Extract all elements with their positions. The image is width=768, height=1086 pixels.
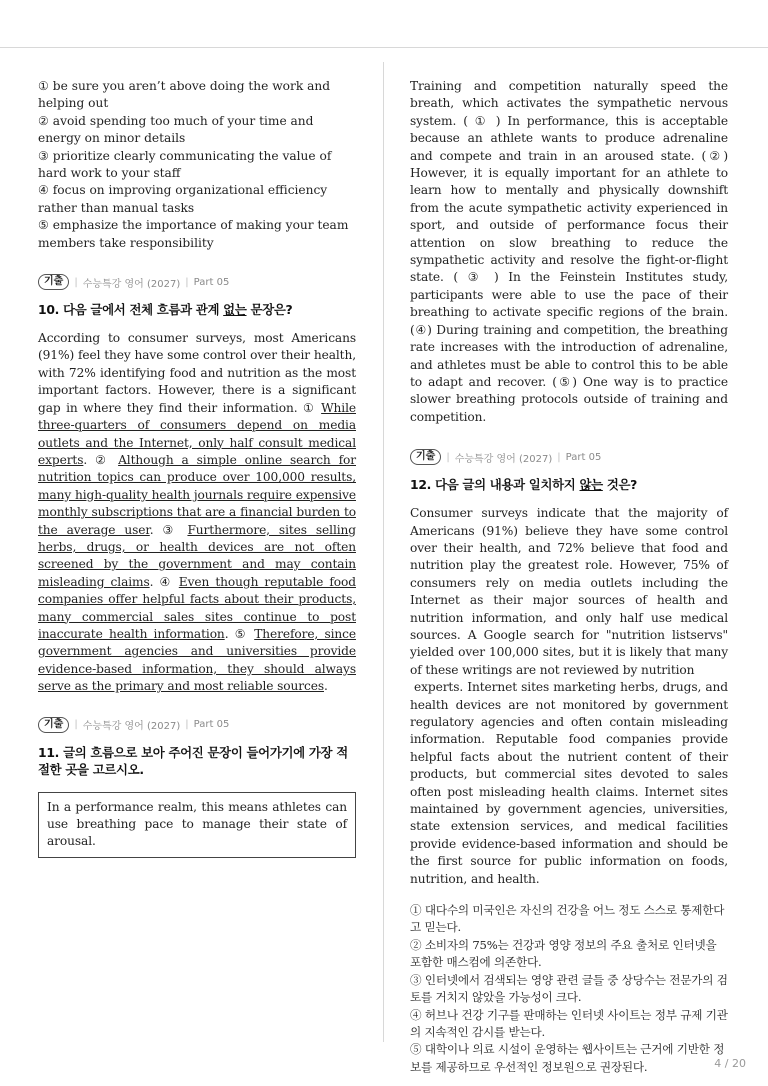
q11-given-sentence: In a performance realm, this means athletes can use breathing pace to manage their state of arousal. <box>47 799 347 849</box>
q10-title-underlined: 없는 <box>223 302 247 318</box>
q9-option-5: ⑤ emphasize the importance of making your team members take responsibility <box>38 218 349 250</box>
separator: | <box>74 719 78 731</box>
separator: | <box>74 276 78 288</box>
q11-source-line <box>38 716 356 734</box>
q9-option-2: ② avoid spending too much of your time and energy on minor details <box>38 113 314 146</box>
header-divider <box>0 47 768 48</box>
q12-option-5: ⑤ 대학이나 의료 시설이 운영하는 웹사이트는 근거에 기반한 정보를 제공하므로 우선적인 정보원으로 권장된다. <box>410 1042 725 1074</box>
q9-option-4: ④ focus on improving organizational efficiency rather than manual tasks <box>38 183 328 215</box>
q12-title-underlined: 않는 <box>579 477 603 493</box>
separator: | <box>185 276 189 288</box>
q10-source-line <box>38 273 356 291</box>
q10-title <box>38 301 356 318</box>
q12-option-2: ② 소비자의 75%는 건강과 영양 정보의 주요 출처로 인터넷을 포함한 매스컴에 의존한다. <box>410 937 717 970</box>
q9-option-3: ③ prioritize clearly communicating the value of hard work to your staff <box>38 148 332 181</box>
q10-title-pre: 10. 다음 글에서 전체 흐름과 관계 <box>38 302 224 318</box>
q12-title-post: 것은? <box>602 477 638 493</box>
q12-option-1: ① 대다수의 미국인은 자신의 건강을 어느 정도 스스로 통제한다고 믿는다. <box>410 903 725 935</box>
q12-title <box>410 476 728 493</box>
q10-end: . <box>323 679 328 694</box>
past-exam-badge: 기출 <box>38 717 69 733</box>
q10-sentence-5: Therefore, since government agencies and universities provide evidence-based information, they should always serve as the primary and most reliable sources <box>38 626 356 694</box>
past-exam-badge: 기출 <box>410 449 441 465</box>
source-part: Part 05 <box>193 276 230 288</box>
source-part: Part 05 <box>565 451 602 463</box>
source-part: Part 05 <box>193 719 230 731</box>
q12-passage-part-2: experts. Internet sites marketing herbs, drugs, and health devices are not monitored by government regulatory agencies and often contain misleading information. Reputable food companies provide helpful facts about the nutrient content of their products, but commercial sites devoted to sales often post misleading health claims. Internet sites maintained by government agencies, universities, state extension services, and medical facilities provide evidence-based information and should be the first source for public information on foods, nutrition, and health. <box>410 680 728 886</box>
source-book: 수능특강 영어 (2027) <box>82 278 181 290</box>
q12-options <box>410 902 728 1076</box>
q9-option-1: ① be sure you aren’t above doing the work and helping out <box>38 79 330 111</box>
separator: | <box>446 451 450 463</box>
q10-intro: According to consumer surveys, most Americans (91%) feel they have some control over their health, with 72% identifying food and nutrition as the most important factors. However, there is a significant gap in where they find their information. <box>38 331 356 415</box>
q10-sentence-4: Even though reputable food companies offer helpful facts about their products, many commercial sales sites continue to post inaccurate health information <box>38 574 356 641</box>
page-number: 4 / 20 <box>714 1057 746 1070</box>
past-exam-badge: 기출 <box>38 274 69 290</box>
q9-options <box>38 78 356 252</box>
q10-sentence-3: Furthermore, sites selling herbs, drugs, or health devices are not often screened by the government and may contain misleading claims <box>38 522 356 589</box>
source-book: 수능특강 영어 (2027) <box>454 453 553 465</box>
source-book: 수능특강 영어 (2027) <box>82 721 181 733</box>
q10-sentence-1: While three-quarters of consumers depend on media outlets and the Internet, only half consult medical experts <box>38 400 356 467</box>
right-column <box>410 78 728 1076</box>
q10-sentence-2: Although a simple online search for nutrition topics can produce over 100,000 results, many high-quality health journals require expensive monthly subscriptions that are a financial burden to the average user <box>38 452 356 537</box>
q11-given-sentence-box <box>38 792 356 858</box>
q12-passage-part-1: Consumer surveys indicate that the majority of Americans (91%) believe they have some control over their health, and 72% believe that food and nutrition play the greatest role. However, 75% of consumers rely on media outlets including the Internet as their major sources of health and nutrition information, and only half use medical sources. A Google search for "nutrition listservs" yielded over 100,000 sites, but it is likely that many of these writings are not reviewed by nutrition <box>410 506 728 677</box>
column-divider <box>383 62 384 1042</box>
q11-title: 11. 글의 흐름으로 보아 주어진 문장이 들어가기에 가장 적절한 곳을 고르시오. <box>38 744 348 777</box>
separator: | <box>557 451 561 463</box>
q10-marker-1: ① <box>303 400 322 415</box>
q12-source-line <box>410 448 728 466</box>
q10-passage <box>38 330 356 696</box>
q12-title-pre: 12. 다음 글의 내용과 일치하지 <box>410 477 580 493</box>
q10-marker-5: . ⑤ <box>224 626 255 641</box>
q12-option-3: ③ 인터넷에서 검색되는 영양 관련 글들 중 상당수는 전문가의 검토를 거치지 않았을 가능성이 크다. <box>410 972 728 1005</box>
q10-marker-2: . ② <box>83 452 119 467</box>
q11-passage: Training and competition naturally speed the breath, which activates the sympathetic nervous system. ( ① ) In performance, this is acceptable because an athlete wants to produce adrenaline and compete and train in an aroused state. (②) However, it is equally important for an athlete to learn how to mentally and physically downshift from the acute sympathetic activity experienced in sport, and outside of performance focus their attention on slow breathing to reduce the sympathetic activity and resolve the fight-or-flight state. ( ③ ) In the Feinstein Institutes study, participants were able to use the pace of their breathing to activate specific regions of the brain. (④) During training and competition, the breathing rate increases with the introduction of adrenaline, and athletes must be able to control this to be able to adapt and recover. (⑤) One way is to practice slower breathing protocols outside of training and competition. <box>410 79 728 424</box>
q10-marker-4: . ④ <box>149 574 179 589</box>
q10-marker-3: . ③ <box>149 522 188 537</box>
q10-title-post: 문장은? <box>246 302 293 318</box>
left-column <box>38 78 356 858</box>
separator: | <box>185 719 189 731</box>
q12-option-4: ④ 허브나 건강 기구를 판매하는 인터넷 사이트는 정부 규제 기관의 지속적인 감시를 받는다. <box>410 1007 728 1039</box>
